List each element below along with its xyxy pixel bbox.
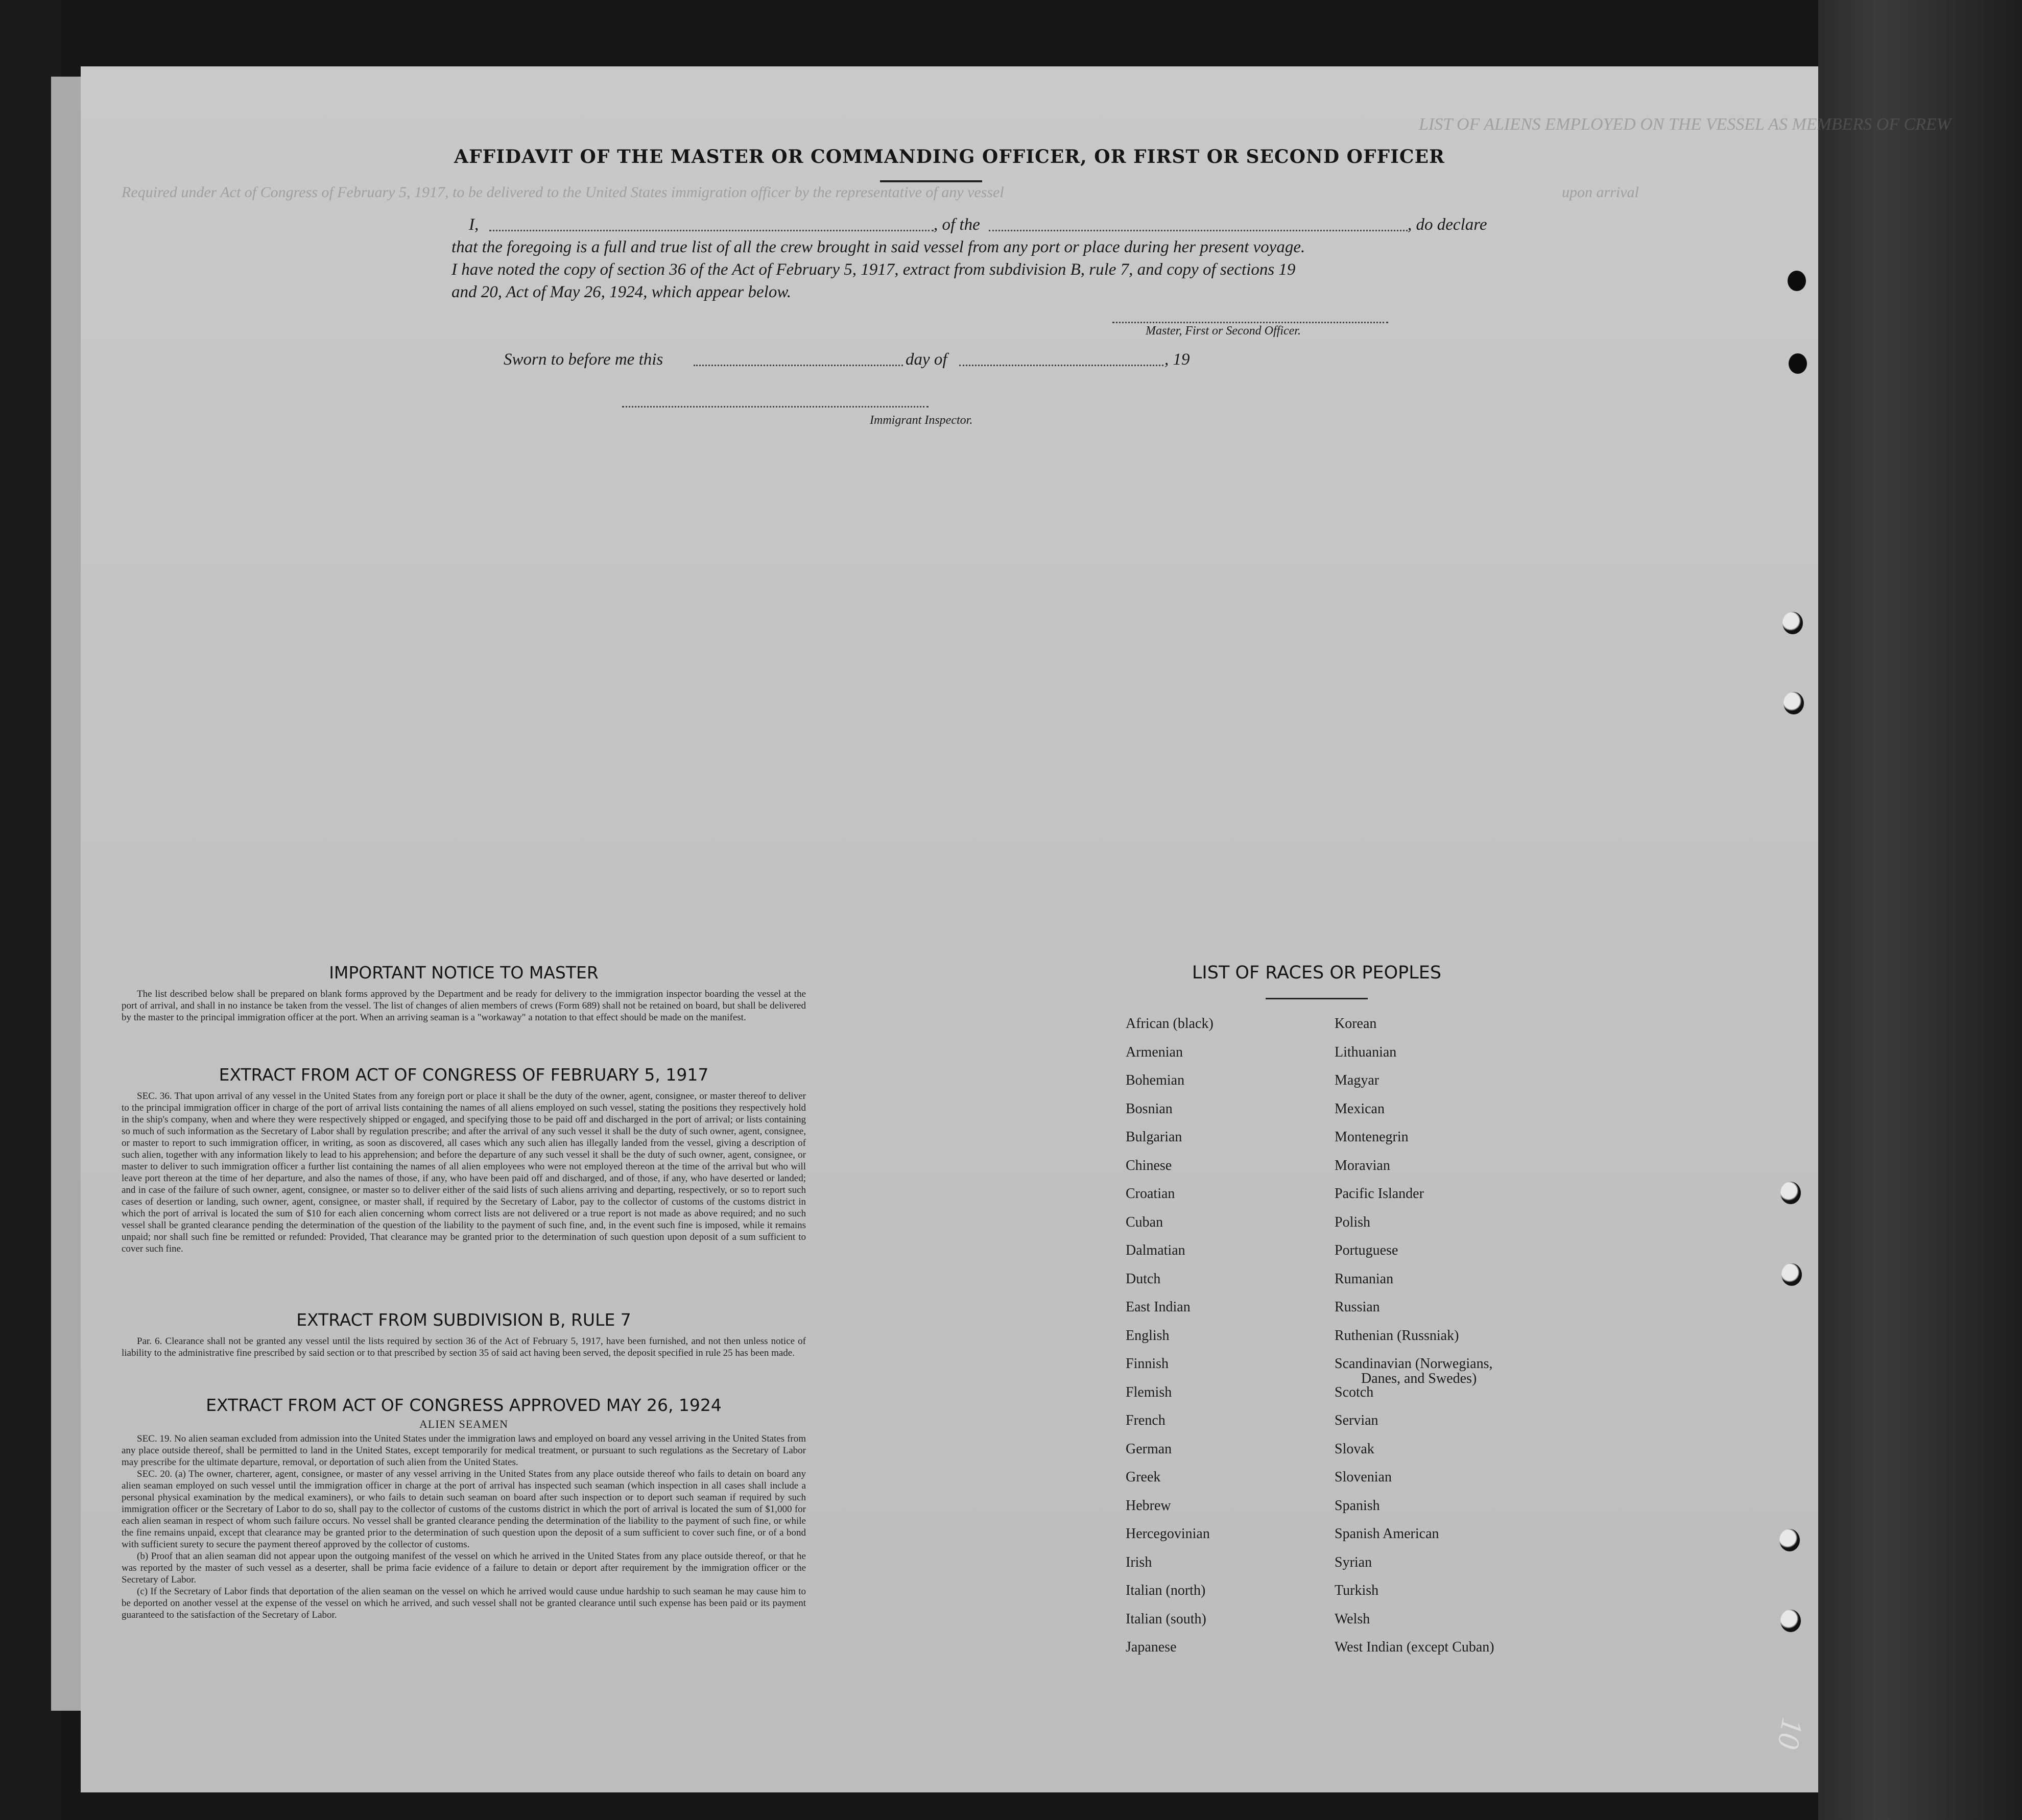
bleed-through-text: upon arrival bbox=[1562, 184, 1639, 201]
extract-rule7-title: EXTRACT FROM SUBDIVISION B, RULE 7 bbox=[296, 1310, 631, 1330]
race-item: Ruthenian (Russniak) bbox=[1335, 1327, 1459, 1344]
race-item: German bbox=[1126, 1441, 1172, 1457]
race-item: Hercegovinian bbox=[1126, 1526, 1210, 1542]
affidavit-text-line: and 20, Act of May 26, 1924, which appear below. bbox=[451, 283, 792, 301]
race-item: Scotch bbox=[1335, 1384, 1374, 1400]
punch-hole bbox=[1779, 1529, 1800, 1551]
underlying-sheet-edge bbox=[51, 77, 82, 1711]
race-item: Japanese bbox=[1126, 1639, 1177, 1655]
punch-hole bbox=[1781, 1263, 1802, 1286]
race-item: Armenian bbox=[1126, 1044, 1183, 1060]
race-item: Scandinavian (Norwegians, Danes, and Swedes) bbox=[1335, 1356, 1493, 1386]
race-item: Dutch bbox=[1126, 1271, 1161, 1287]
inspector-blank-line[interactable] bbox=[622, 406, 929, 408]
race-item: African (black) bbox=[1126, 1016, 1214, 1032]
race-item: Croatian bbox=[1126, 1186, 1175, 1202]
notice-title: IMPORTANT NOTICE TO MASTER bbox=[329, 963, 599, 983]
race-item: Mexican bbox=[1335, 1100, 1385, 1117]
race-item: Hebrew bbox=[1126, 1497, 1171, 1514]
affidavit-declare-label: , do declare bbox=[1408, 215, 1487, 234]
extract-1924-title: EXTRACT FROM ACT OF CONGRESS APPROVED MAY 26, 1924 bbox=[206, 1395, 722, 1415]
sec-19-paragraph: SEC. 19. No alien seaman excluded from admission into the United States under the immigration laws and employed on board any vessel arriving in the United States from any place outside thereof, shall be permitted to land in the United States, except temporarily for medical treatment, or pursuant to such regulations as the Secretary of Labor may prescribe for the ultimate departure, removal, or deportation of such alien from the United States. bbox=[122, 1433, 806, 1468]
races-title: LIST OF RACES OR PEOPLES bbox=[1192, 963, 1442, 983]
race-item: Portuguese bbox=[1335, 1242, 1398, 1258]
race-item: Syrian bbox=[1335, 1554, 1372, 1570]
punch-hole bbox=[1783, 692, 1804, 714]
sec-20a-paragraph: SEC. 20. (a) The owner, charterer, agent, consignee, or master of any vessel arriving in the United States from any place outside thereof who fails to detain on board any alien seaman employed on such vessel until the immigration officer in charge at the port of arrival has inspected such seaman (which inspection in all cases shall include a personal physical examination by the medical examiners), or who fails to detain such seaman on board after such inspection or to deport such seaman if required by such immigration officer or the Secretary of Labor to do so, shall pay to the collector of customs of the customs district in which the port of arrival is located the sum of $1,000 for each alien seaman in respect of whom such failure occurs. No vessel shall be granted clearance pending the determination of the liability to the payment of such fine, or while the fine remains unpaid, except that clearance may be granted prior to the determination of such question upon the deposit of a sum sufficient to cover such fine, or of a bond with sufficient surety to secure the payment thereof approved by the collector of customs. bbox=[122, 1469, 806, 1550]
notice-text: The list described below shall be prepared on blank forms approved by the Department and be ready for delivery to the immigration inspector boarding the vessel at the port of arrival, and shall in no instance be taken from the vessel. The list of changes of alien members of crews (Form 689) shall not be retained on board, but shall be delivered by the master to the principal immigration officer at the port. When an arriving seaman is a "workaway" a notation to that effect should be made on the manifest. bbox=[122, 989, 806, 1023]
race-item: Welsh bbox=[1335, 1611, 1370, 1627]
year-label: , 19 bbox=[1164, 350, 1190, 369]
vessel-blank-line[interactable] bbox=[989, 230, 1408, 231]
race-item: Irish bbox=[1126, 1554, 1152, 1570]
signature-caption: Master, First or Second Officer. bbox=[1146, 324, 1301, 338]
race-item: Bulgarian bbox=[1126, 1129, 1182, 1145]
scan-background-right bbox=[1818, 0, 2022, 1820]
race-item: Bosnian bbox=[1126, 1100, 1173, 1117]
race-item: Pacific Islander bbox=[1335, 1186, 1424, 1202]
bleed-through-text: Required under Act of Congress of February 5, 1917, to be delivered to the United States immigration officer by the representative of any vessel bbox=[122, 184, 1004, 201]
extract-1917-title: EXTRACT FROM ACT OF CONGRESS OF FEBRUARY 5, 1917 bbox=[219, 1065, 709, 1085]
race-item: Spanish bbox=[1335, 1497, 1380, 1514]
race-item: English bbox=[1126, 1327, 1170, 1344]
punch-hole bbox=[1788, 271, 1806, 291]
race-item: Bohemian bbox=[1126, 1072, 1185, 1088]
sec-20c-paragraph: (c) If the Secretary of Labor finds that deportation of the alien seaman on the vessel on which he arrived would cause undue hardship to such seaman he may cause him to be deported on another vessel at the expense of the vessel on which he arrived, and such vessel shall not be granted clearance until such expense has been paid or its payment guaranteed to the satisfaction of the Secretary of Labor. bbox=[122, 1586, 806, 1620]
race-item: Rumanian bbox=[1335, 1271, 1394, 1287]
affidavit-title: AFFIDAVIT OF THE MASTER OR COMMANDING OFFICER, OR FIRST OR SECOND OFFICER bbox=[454, 146, 1445, 167]
race-item: Turkish bbox=[1335, 1583, 1379, 1598]
punch-hole bbox=[1780, 1182, 1801, 1204]
race-item: Moravian bbox=[1335, 1157, 1390, 1174]
sec-20b-paragraph: (b) Proof that an alien seaman did not appear upon the outgoing manifest of the vessel on which he arrived in the United States from any place outside thereof, or that he was reported by the master of such vessel as a deserter, shall be prima facie evidence of a failure to detain or deport after requirement by the immigration officer or the Secretary of Labor. bbox=[122, 1551, 806, 1585]
races-title-rule bbox=[1266, 998, 1368, 999]
race-item: Greek bbox=[1126, 1469, 1161, 1485]
race-item: Lithuanian bbox=[1335, 1044, 1397, 1060]
extract-1917-text: SEC. 36. That upon arrival of any vessel in the United States from any foreign port or place it shall be the duty of the owner, agent, consignee, or master thereof to deliver to the principal immigration officer in charge of the port of arrival lists containing the names of all aliens employed on such vessel, stating the positions they respectively hold in the ship's company, when and where they were respectively shipped or engaged, and specifying those to be paid off and discharged in the port of arrival; or lists containing so much of such information as the Secretary of Labor shall by regulation prescribe; and after the arrival of any such vessel it shall be the duty of such owner, agent, consignee, or master to report to such immigration officer, in writing, as soon as discovered, all cases which any such alien has illegally landed from the vessel, giving a description of such alien, together with any information likely to lead to his apprehension; and before the departure of any such vessel it shall be the duty of such owner, agent, consignee, or master to deliver to such immigration officer a further list containing the names of all alien employees who were not employed thereon at the time of the arrival but who will leave port thereon at the time of her departure, and also the names of those, if any, who have been paid off and discharged, and of those, if any, who have deserted or landed; and in case of the failure of such owner, agent, consignee, or master so to deliver either of the said lists of such aliens arriving and departing, respectively, or so to report such cases of desertion or landing, such owner, agent, consignee, or master shall, if required by the Secretary of Labor, pay to the collector of customs of the customs district in which the port of arrival is located the sum of $10 for each alien concerning whom correct lists are not delivered or a true report is not made as above required; and no such vessel shall be granted clearance pending the determination of the question of the liability to the payment of such fine, and, in the event such fine is imposed, while it remains unpaid; nor shall such fine be remitted or refunded: Provided, That clearance may be granted prior to the determination of such question upon deposit of a sum sufficient to cover such fine. bbox=[122, 1091, 806, 1254]
race-item: Flemish bbox=[1126, 1384, 1172, 1400]
race-item: Cuban bbox=[1126, 1214, 1163, 1230]
extract-1924-text bbox=[122, 1433, 806, 1621]
race-item: Korean bbox=[1335, 1016, 1377, 1032]
race-item: Spanish American bbox=[1335, 1526, 1439, 1542]
inspector-caption: Immigrant Inspector. bbox=[870, 414, 973, 427]
punch-hole bbox=[1789, 353, 1807, 374]
affidavit-i-label: I, bbox=[469, 215, 479, 234]
title-rule bbox=[880, 180, 982, 182]
race-item: Russian bbox=[1335, 1299, 1380, 1315]
race-item: Chinese bbox=[1126, 1157, 1172, 1174]
punch-hole bbox=[1780, 1610, 1801, 1632]
race-item: Italian (south) bbox=[1126, 1611, 1206, 1627]
handwritten-page-number: 10 bbox=[1771, 1715, 1810, 1752]
punch-hole bbox=[1782, 612, 1803, 634]
race-item: Montenegrin bbox=[1335, 1129, 1409, 1145]
race-item: Magyar bbox=[1335, 1072, 1379, 1088]
race-item: Polish bbox=[1335, 1214, 1371, 1230]
signature-blank-line[interactable] bbox=[1112, 322, 1388, 323]
affidavit-of-the-label: , of the bbox=[934, 215, 980, 234]
affidavit-text-line: that the foregoing is a full and true list of all the crew brought in said vessel from any port or place during her present voyage. bbox=[451, 238, 1305, 256]
race-item: West Indian (except Cuban) bbox=[1335, 1639, 1494, 1655]
extract-rule7-text: Par. 6. Clearance shall not be granted any vessel until the lists required by section 36 of the Act of February 5, 1917, have been furnished, and not then unless notice of liability to the administrative fine prescribed by said section or to that prescribed by section 35 of said act having been served, the deposit specified in rule 25 has been made. bbox=[122, 1336, 806, 1358]
race-item: Dalmatian bbox=[1126, 1242, 1185, 1258]
race-item: East Indian bbox=[1126, 1299, 1191, 1315]
day-of-label: day of bbox=[906, 350, 947, 369]
race-item: French bbox=[1126, 1412, 1165, 1428]
sworn-label: Sworn to before me this bbox=[504, 350, 663, 369]
race-item: Finnish bbox=[1126, 1356, 1169, 1372]
race-item: Italian (north) bbox=[1126, 1583, 1206, 1598]
document-page bbox=[81, 66, 1952, 1792]
race-item: Slovak bbox=[1335, 1441, 1374, 1457]
alien-seamen-subtitle: ALIEN SEAMEN bbox=[419, 1418, 508, 1430]
name-blank-line[interactable] bbox=[489, 230, 934, 231]
race-item: Servian bbox=[1335, 1412, 1378, 1428]
day-blank-line[interactable] bbox=[694, 365, 903, 366]
month-blank-line[interactable] bbox=[959, 365, 1163, 366]
race-item: Slovenian bbox=[1335, 1469, 1392, 1485]
affidavit-text-line: I have noted the copy of section 36 of the Act of February 5, 1917, extract from subdivision B, rule 7, and copy of sections 19 bbox=[451, 260, 1296, 279]
bleed-through-text: LIST OF ALIENS EMPLOYED ON THE VESSEL AS MEMBERS OF CREW bbox=[1419, 115, 1952, 134]
